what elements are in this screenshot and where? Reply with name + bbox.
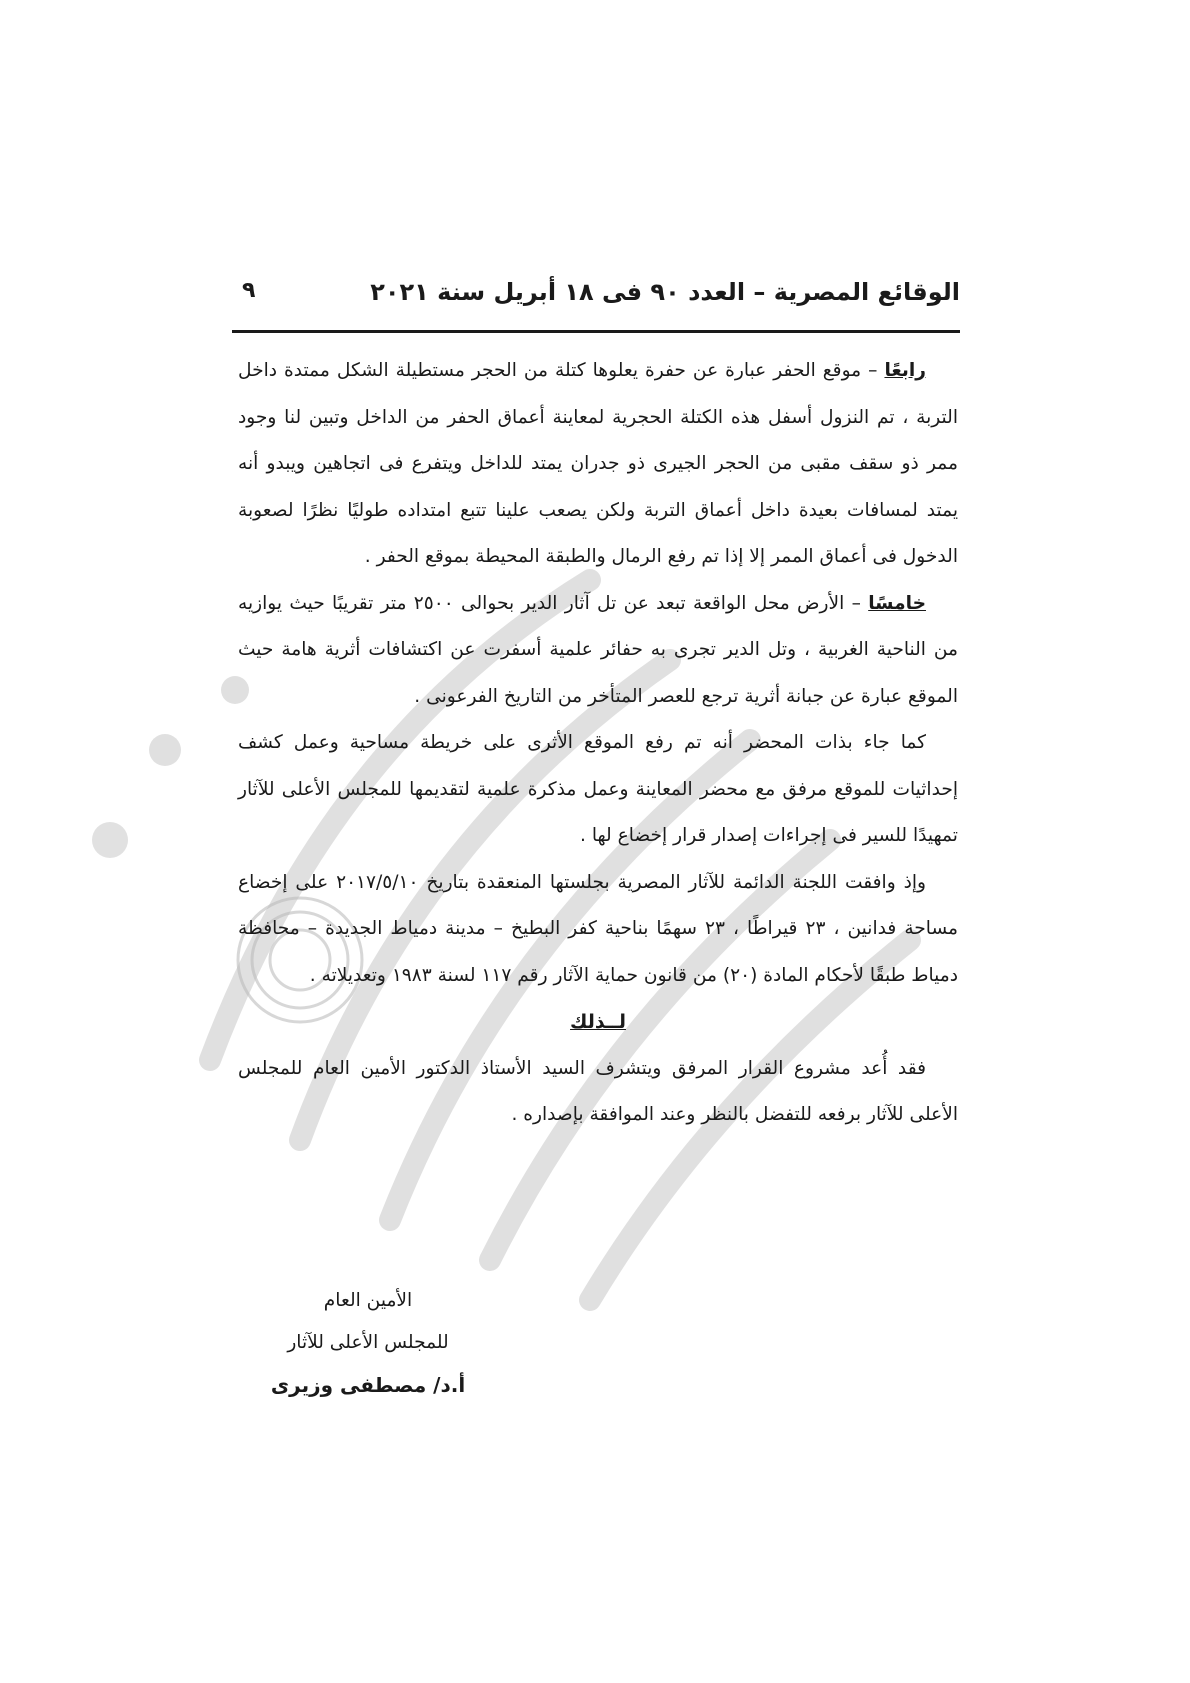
section-heading-text: لــذلك [570,1011,626,1033]
document-body [238,348,958,1139]
paragraph-text: وإذ وافقت اللجنة الدائمة للآثار المصرية بجلستها المنعقدة بتاريخ ٢٠١٧/٥/١٠ على إخضاع مساحة فدانين ، ٢٣ قيراطًا ، ٢٣ سهمًا بناحية كفر البطيخ – مدينة دمياط الجديدة – محافظة دمياط طبقًا لأحكام المادة (٢٠) من قانون حماية الآثار رقم ١١٧ لسنة ١٩٨٣ وتعديلاته . [238,871,958,986]
paragraph-fourth [238,348,958,581]
signature-title: الأمين العام [323,1290,413,1311]
page-number: ٩ [242,278,256,303]
paragraph-fifth [238,581,958,721]
signature-block [248,1280,488,1406]
section-heading [238,999,958,1046]
paragraph-committee [238,860,958,1000]
closing-paragraph: فقد أُعد مشروع القرار المرفق ويتشرف السيد الأستاذ الدكتور الأمين العام للمجلس الأعلى للآثار برفعه للتفضل بالنظر وعند الموافقة بإصداره . [238,1057,958,1125]
paragraph-text: كما جاء بذات المحضر أنه تم رفع الموقع الأثرى على خريطة مساحية وعمل كشف إحداثيات للموقع مرفق مع محضر المعاينة وعمل مذكرة علمية لتقديمها للمجلس الأعلى للآثار تمهيدًا للسير فى إجراءات إصدار قرار إخضاع لها . [238,732,958,846]
page-header [232,270,960,333]
paragraph-lead: خامسًا [868,592,926,614]
paragraph-text: – الأرض محل الواقعة تبعد عن تل آثار الدير بحوالى ٢٥٠٠ متر تقريبًا حيث يوازيه من الناحية الغربية ، وتل الدير تجرى به حفائر علمية أسفرت عن اكتشافات أثرية هامة حيث الموقع عبارة عن جبانة أثرية ترجع للعصر المتأخر من التاريخ الفرعونى . [238,592,958,707]
signature-name: أ.د/ مصطفى وزيرى [270,1373,466,1397]
paragraph-survey [238,720,958,860]
signature-organization: للمجلس الأعلى للآثار [287,1332,449,1353]
gazette-title: الوقائع المصرية – العدد ٩٠ فى ١٨ أبريل سنة ٢٠٢١ [370,278,960,306]
paragraph-lead: رابعًا [884,360,926,381]
paragraph-text: – موقع الحفر عبارة عن حفرة يعلوها كتلة من الحجر مستطيلة الشكل ممتدة داخل التربة ، تم النزول أسفل هذه الكتلة الحجرية لمعاينة أعماق الحفر من الداخل وتبين لنا وجود ممر ذو سقف مقبى من الحجر الجيرى ذو جدران يمتد للداخل ويتفرع فى اتجاهين ويبدو أنه يمتد لمسافات بعيدة داخل أعماق التربة ولكن يصعب علينا تتبع امتداده طوليًا نظرًا لصعوبة الدخول فى أعماق الممر إلا إذا تم رفع الرمال والطبقة المحيطة بموقع الحفر . [238,360,958,567]
